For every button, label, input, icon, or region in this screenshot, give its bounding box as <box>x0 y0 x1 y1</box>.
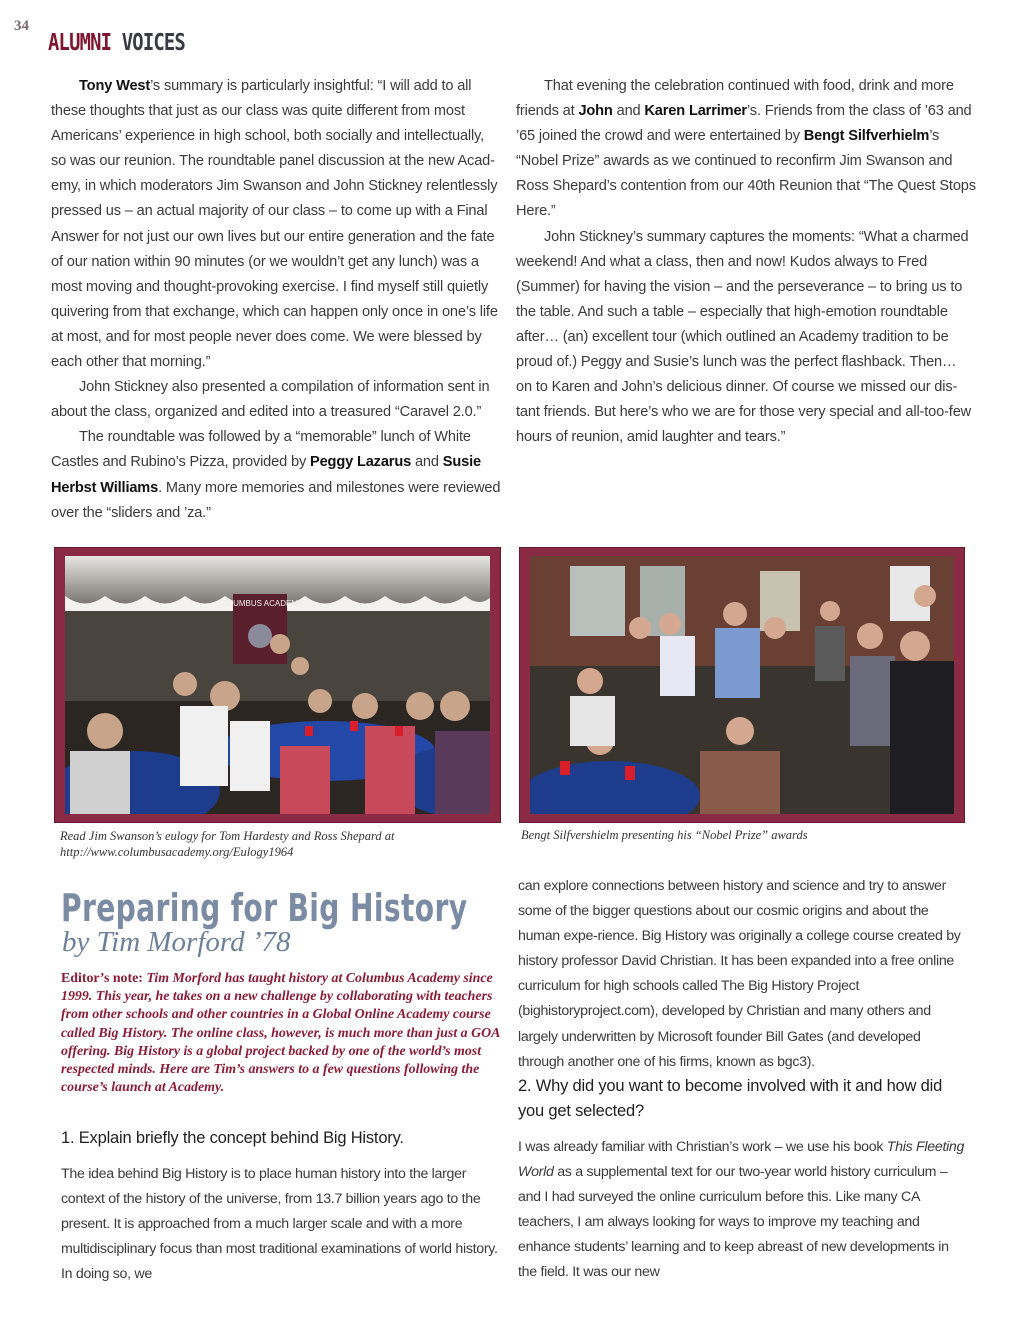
question-2: 2. Why did you want to become involved with it and how did you get selected? <box>518 1077 943 1120</box>
article-title: Preparing for Big History <box>61 886 468 930</box>
name-karen-larrimer: Karen Larrimer <box>644 103 747 120</box>
answer-1-text: The idea behind Big History is to place human history into the larger context of the history of the universe, from 13.7 billion years ago to the present. It is approached from a much larger scale and with a more multidisciplinary focus than most traditional examinations of world history. In doing so, we <box>61 1166 498 1283</box>
text-fragment: ’s. Friends from the class of ’63 and ’65 joined the crowd and were entertained by <box>516 103 972 145</box>
editors-note <box>61 970 501 1097</box>
column-left-top <box>51 74 501 526</box>
answer-1 <box>61 1162 505 1287</box>
editors-note-label: Editor’s note: <box>61 971 143 986</box>
answer-2 <box>518 1135 970 1286</box>
text-fragment: as a supplemental text for our two-year world history curriculum – and I had surveyed the online curriculum before this. Like many CA teachers, I am always looking for ways to improve my teaching and enhance students’ learning and to keep abreast of new developments in the field. It was our new <box>518 1164 949 1281</box>
page-number: 34 <box>14 18 29 34</box>
column-right-top <box>516 74 976 450</box>
tent-photo-illustration <box>65 556 490 814</box>
text-fragment: The roundtable was followed by a “memorable” lunch of White Castles and Rubino’s Pizza, provided by <box>51 429 471 471</box>
section-title-voices: VOICES <box>121 30 185 56</box>
paragraph-stickney-summary: John Stickney’s summary captures the moments: “What a charmed weekend! And what a class, then and now! Kudos always to Fred (Summer) for having the vision – and the perseverance – to bring us to the table. And such a table – especially that high-emotion roundtable after… (an) excellent tour (which outlined an Academy tradition to be proud of.) Peggy and Susie’s lunch was the perfect flashback. Then… on to Karen and John’s delicious dinner. Of course we missed our dis-tant friends. But here’s who we are for those very special and all-too-few hours of reunion, amid laughter and tears.” <box>516 228 972 446</box>
editors-note-text: Tim Morford has taught history at Columbus Academy since 1999. This year, he takes on a new challenge by collaborating with teachers from other schools and other countries in a Global Online Academy course called Big History. The online class, however, is much more than just a GOA offering. Big History is a global project backed by one of the world’s most respected minds. Here are Tim’s answers to a few questions following the course’s launch at Academy. <box>61 971 500 1096</box>
name-peggy-lazarus: Peggy Lazarus <box>310 454 412 471</box>
section-title <box>48 30 185 56</box>
question-1: 1. Explain briefly the concept behind Big History. <box>61 1129 404 1147</box>
text-fragment: and <box>612 103 645 120</box>
answer-2-text <box>518 1135 970 1286</box>
photo-frame-nobel <box>519 547 965 823</box>
photo-nobel-awards <box>530 556 954 814</box>
name-susie-herbst-williams: Susie Herbst Williams <box>51 454 481 496</box>
section-title-alumni: ALUMNI <box>48 30 112 56</box>
text-fragment: . Many more memories and milestones were reviewed over the “sliders and ’za.” <box>51 479 501 521</box>
name-tony-west: Tony West <box>79 78 151 94</box>
answer-1-continued <box>518 874 970 1075</box>
text-fragment: I was already familiar with Christian’s work – we use his book <box>518 1139 887 1155</box>
photo-caption-tent: Read Jim Swanson’s eulogy for Tom Hardesty and Ross Shepard at http://www.columbusacademy.org/Eulogy1964 <box>60 829 395 859</box>
nobel-photo-illustration <box>530 556 954 814</box>
paragraph-stickney-compilation: John Stickney also presented a compilation of information sent in about the class, organized and edited into a treasured “Caravel 2.0.” <box>51 379 490 421</box>
photo-caption-nobel: Bengt Silfvershielm presenting his “Nobel Prize” awards <box>521 828 808 842</box>
name-john: John <box>578 103 613 120</box>
photo-frame-tent <box>54 547 501 823</box>
banner-text: COLUMBUS ACADEMY <box>216 599 304 608</box>
text-fragment: and <box>411 454 443 471</box>
article-byline: by Tim Morford ’78 <box>62 926 291 958</box>
paragraph-text: ’s summary is particularly insightful: “I will add to all these thoughts that just as our class was quite different from most Americans’ experience in high school, both socially and intellectually, so was our reunion. The roundtable panel discussion at the new Acad-emy, in which moderators Jim Swanson and John Stickney relentlessly pressed us – an actual majority of our class – to come up with a Final Answer for not just our own lives but our entire generation and the fate of our nation within 90 minutes (or we wouldn’t get any lunch) was a most moving and thought-provoking exercise. I find myself still quietly quivering from that exchange, which can happen only once in one’s life at most, and for most people never does come. We were blessed by each other that morning.” <box>51 78 498 371</box>
photo-tent-gathering <box>65 556 490 814</box>
text-fragment: ’s “Nobel Prize” awards as we continued to reconfirm Jim Swanson and Ross Shepard’s contention from our 40th Reunion that “The Quest Stops Here.” <box>516 128 976 220</box>
paragraph-roundtable-lunch <box>51 425 501 525</box>
paragraph-tony-west <box>51 74 501 375</box>
name-bengt-silfverhielm: Bengt Silfverhielm <box>803 128 930 145</box>
text-fragment: That evening the celebration continued with food, drink and more friends at <box>516 78 954 120</box>
answer-1-continued-text: can explore connections between history and science and try to answer some of the bigger questions about our cosmic origins and about the human expe-rience. Big History was originally a college course created by history professor David Christian. It has been expanded into a free online curriculum for high schools called The Big History Project (bighistoryproject.com), developed by Christian and many others and largely underwritten by Microsoft founder Bill Gates (and developed through another one of his firms, known as bgc3). <box>518 878 961 1070</box>
book-title: This Fleeting World <box>518 1139 965 1181</box>
paragraph-evening-celebration <box>516 74 976 225</box>
